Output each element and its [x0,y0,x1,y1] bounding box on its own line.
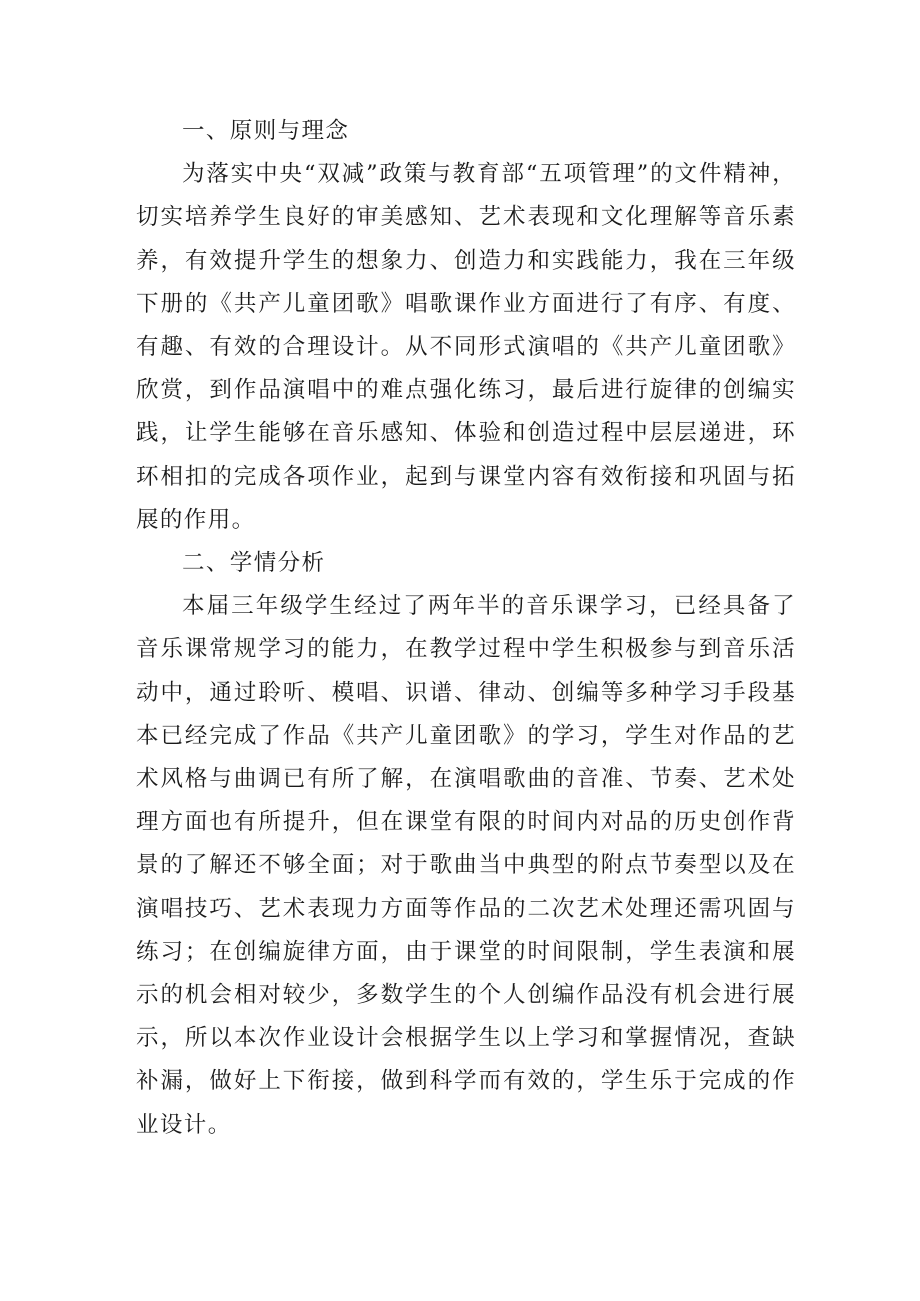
document-body [136,110,796,1147]
section-heading-principles: 一、原则与理念 [182,118,350,144]
section-paragraph-principles: 为落实中央“双减”政策与教育部“五项管理”的文件精神，切实培养学生良好的审美感知、艺术表现和文化理解等音乐素养，有效提升学生的想象力、创造力和实践能力，我在三年级下册的《共产儿童团歌》唱歌课作业方面进行了有序、有度、有趣、有效的合理设计。从不同形式演唱的《共产儿童团歌》欣赏，到作品演唱中的难点强化练习，最后进行旋律的创编实践，让学生能够在音乐感知、体验和创造过程中层层递进，环环相扣的完成各项作业，起到与课堂内容有效衔接和巩固与拓展的作用。 [136,161,796,533]
section-heading-analysis: 二、学情分析 [182,550,326,577]
section-paragraph-analysis: 本届三年级学生经过了两年半的音乐课学习，已经具备了音乐课常规学习的能力，在教学过程中学生积极参与到音乐活动中，通过聆听、模唱、识谱、律动、创编等多种学习手段基本已经完成了作品《共产儿童团歌》的学习，学生对作品的艺术风格与曲调已有所了解，在演唱歌曲的音准、节奏、艺术处理方面也有所提升，但在课堂有限的时间内对品的历史创作背景的了解还不够全面；对于歌曲当中典型的附点节奏型以及在演唱技巧、艺术表现力方面等作品的二次艺术处理还需巩固与练习；在创编旋律方面，由于课堂的时间限制，学生表演和展示的机会相对较少，多数学生的个人创编作品没有机会进行展示，所以本次作业设计会根据学生以上学习和掌握情况，查缺补漏，做好上下衔接，做到科学而有效的，学生乐于完成的作业设计。 [136,593,796,1138]
